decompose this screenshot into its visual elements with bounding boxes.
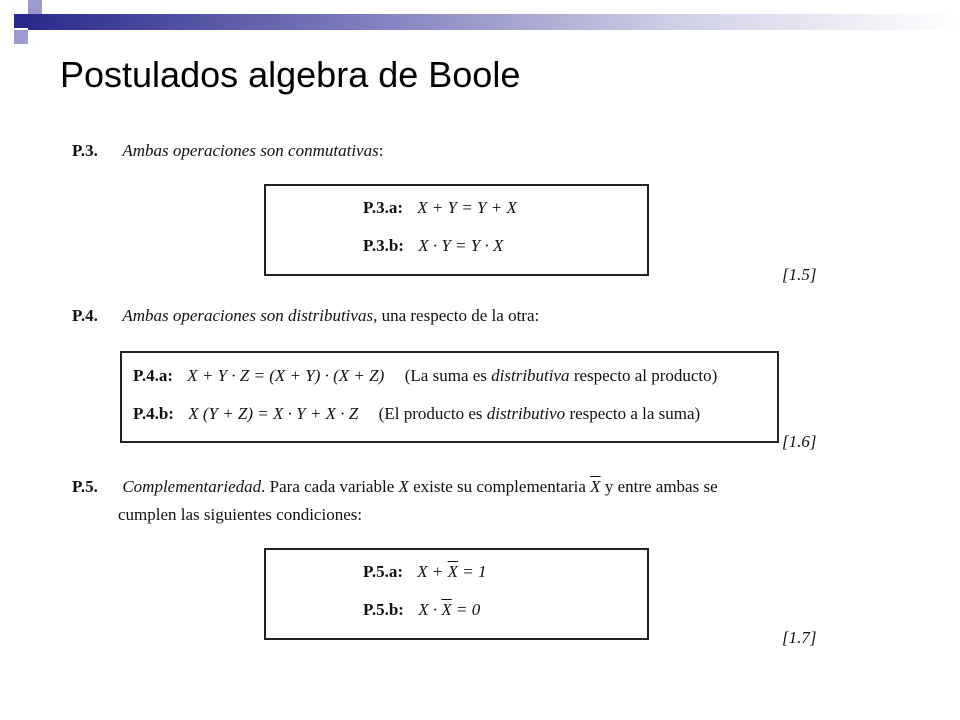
p5a-expr-post: = 1 xyxy=(458,562,487,581)
p4b-expr: X (Y + Z) = X · Y + X · Z xyxy=(188,404,359,423)
p5a-expr-bar: $\overline{X}$ xyxy=(447,562,458,581)
p5b-expr-bar: $\overline{X}$ xyxy=(441,600,452,619)
p3-label: P.3. xyxy=(72,141,98,160)
p5-tail-c: y entre ambas se xyxy=(600,477,718,496)
p4-text-tail: , una respecto de la otra: xyxy=(373,306,540,325)
p5-text: Complementariedad xyxy=(122,477,262,496)
p4b-row xyxy=(133,404,700,424)
p5b-expr-pre: X · xyxy=(418,600,442,619)
p3-heading xyxy=(72,141,383,161)
p3-text: Ambas operaciones son conmutativas xyxy=(122,141,379,160)
header-square-light xyxy=(28,0,42,14)
header-square-dark xyxy=(14,14,28,28)
p4a-note-it: distributiva xyxy=(491,366,570,385)
p3b-label: P.3.b: xyxy=(363,236,404,255)
p3a-row xyxy=(363,198,517,218)
p3a-expr: X + Y = Y + X xyxy=(417,198,517,217)
p5-label: P.5. xyxy=(72,477,98,496)
p5a-row xyxy=(363,562,486,582)
p4a-row xyxy=(133,366,717,386)
p3-ref: [1.5] xyxy=(782,265,817,284)
p4-label: P.4. xyxy=(72,306,98,325)
p3-text-tail: : xyxy=(378,141,384,160)
p3b-row xyxy=(363,236,503,256)
p4a-note-post: respecto al producto) xyxy=(569,366,718,385)
p5a-expr-pre: X + xyxy=(417,562,448,581)
p5-line2: cumplen las siguientes condiciones: xyxy=(118,505,363,524)
p3b-expr: X · Y = Y · X xyxy=(418,236,504,255)
p4-ref: [1.6] xyxy=(782,432,817,451)
p5-comp: $\overline{X}$ xyxy=(590,477,601,496)
p4b-label: P.4.b: xyxy=(133,404,174,423)
p4-text: Ambas operaciones son distributivas xyxy=(122,306,374,325)
p5b-expr-post: = 0 xyxy=(451,600,481,619)
p5a-label: P.5.a: xyxy=(363,562,403,581)
p4b-note-post: respecto a la suma) xyxy=(565,404,701,423)
header-square-light-2 xyxy=(14,30,28,44)
p4a-label: P.4.a: xyxy=(133,366,173,385)
p4a-expr: X + Y · Z = (X + Y) · (X + Z) xyxy=(187,366,385,385)
p3a-label: P.3.a: xyxy=(363,198,403,217)
p4b-note-it: distributivo xyxy=(486,404,566,423)
p5-heading xyxy=(72,477,718,497)
p5-var: X xyxy=(398,477,409,496)
p4b-note-pre: (El producto es xyxy=(378,404,487,423)
p4-heading xyxy=(72,306,539,326)
p4a-note-pre: (La suma es xyxy=(404,366,492,385)
slide-title: Postulados algebra de Boole xyxy=(60,54,521,95)
p5b-row xyxy=(363,600,480,620)
p5-ref: [1.7] xyxy=(782,628,817,647)
p5b-label: P.5.b: xyxy=(363,600,404,619)
header-square-mid xyxy=(0,28,14,42)
p5-tail-b: existe su complementaria xyxy=(408,477,591,496)
header-gradient-bar xyxy=(28,14,960,30)
p4-box xyxy=(120,351,779,443)
p5-tail-a: . Para cada variable xyxy=(261,477,399,496)
